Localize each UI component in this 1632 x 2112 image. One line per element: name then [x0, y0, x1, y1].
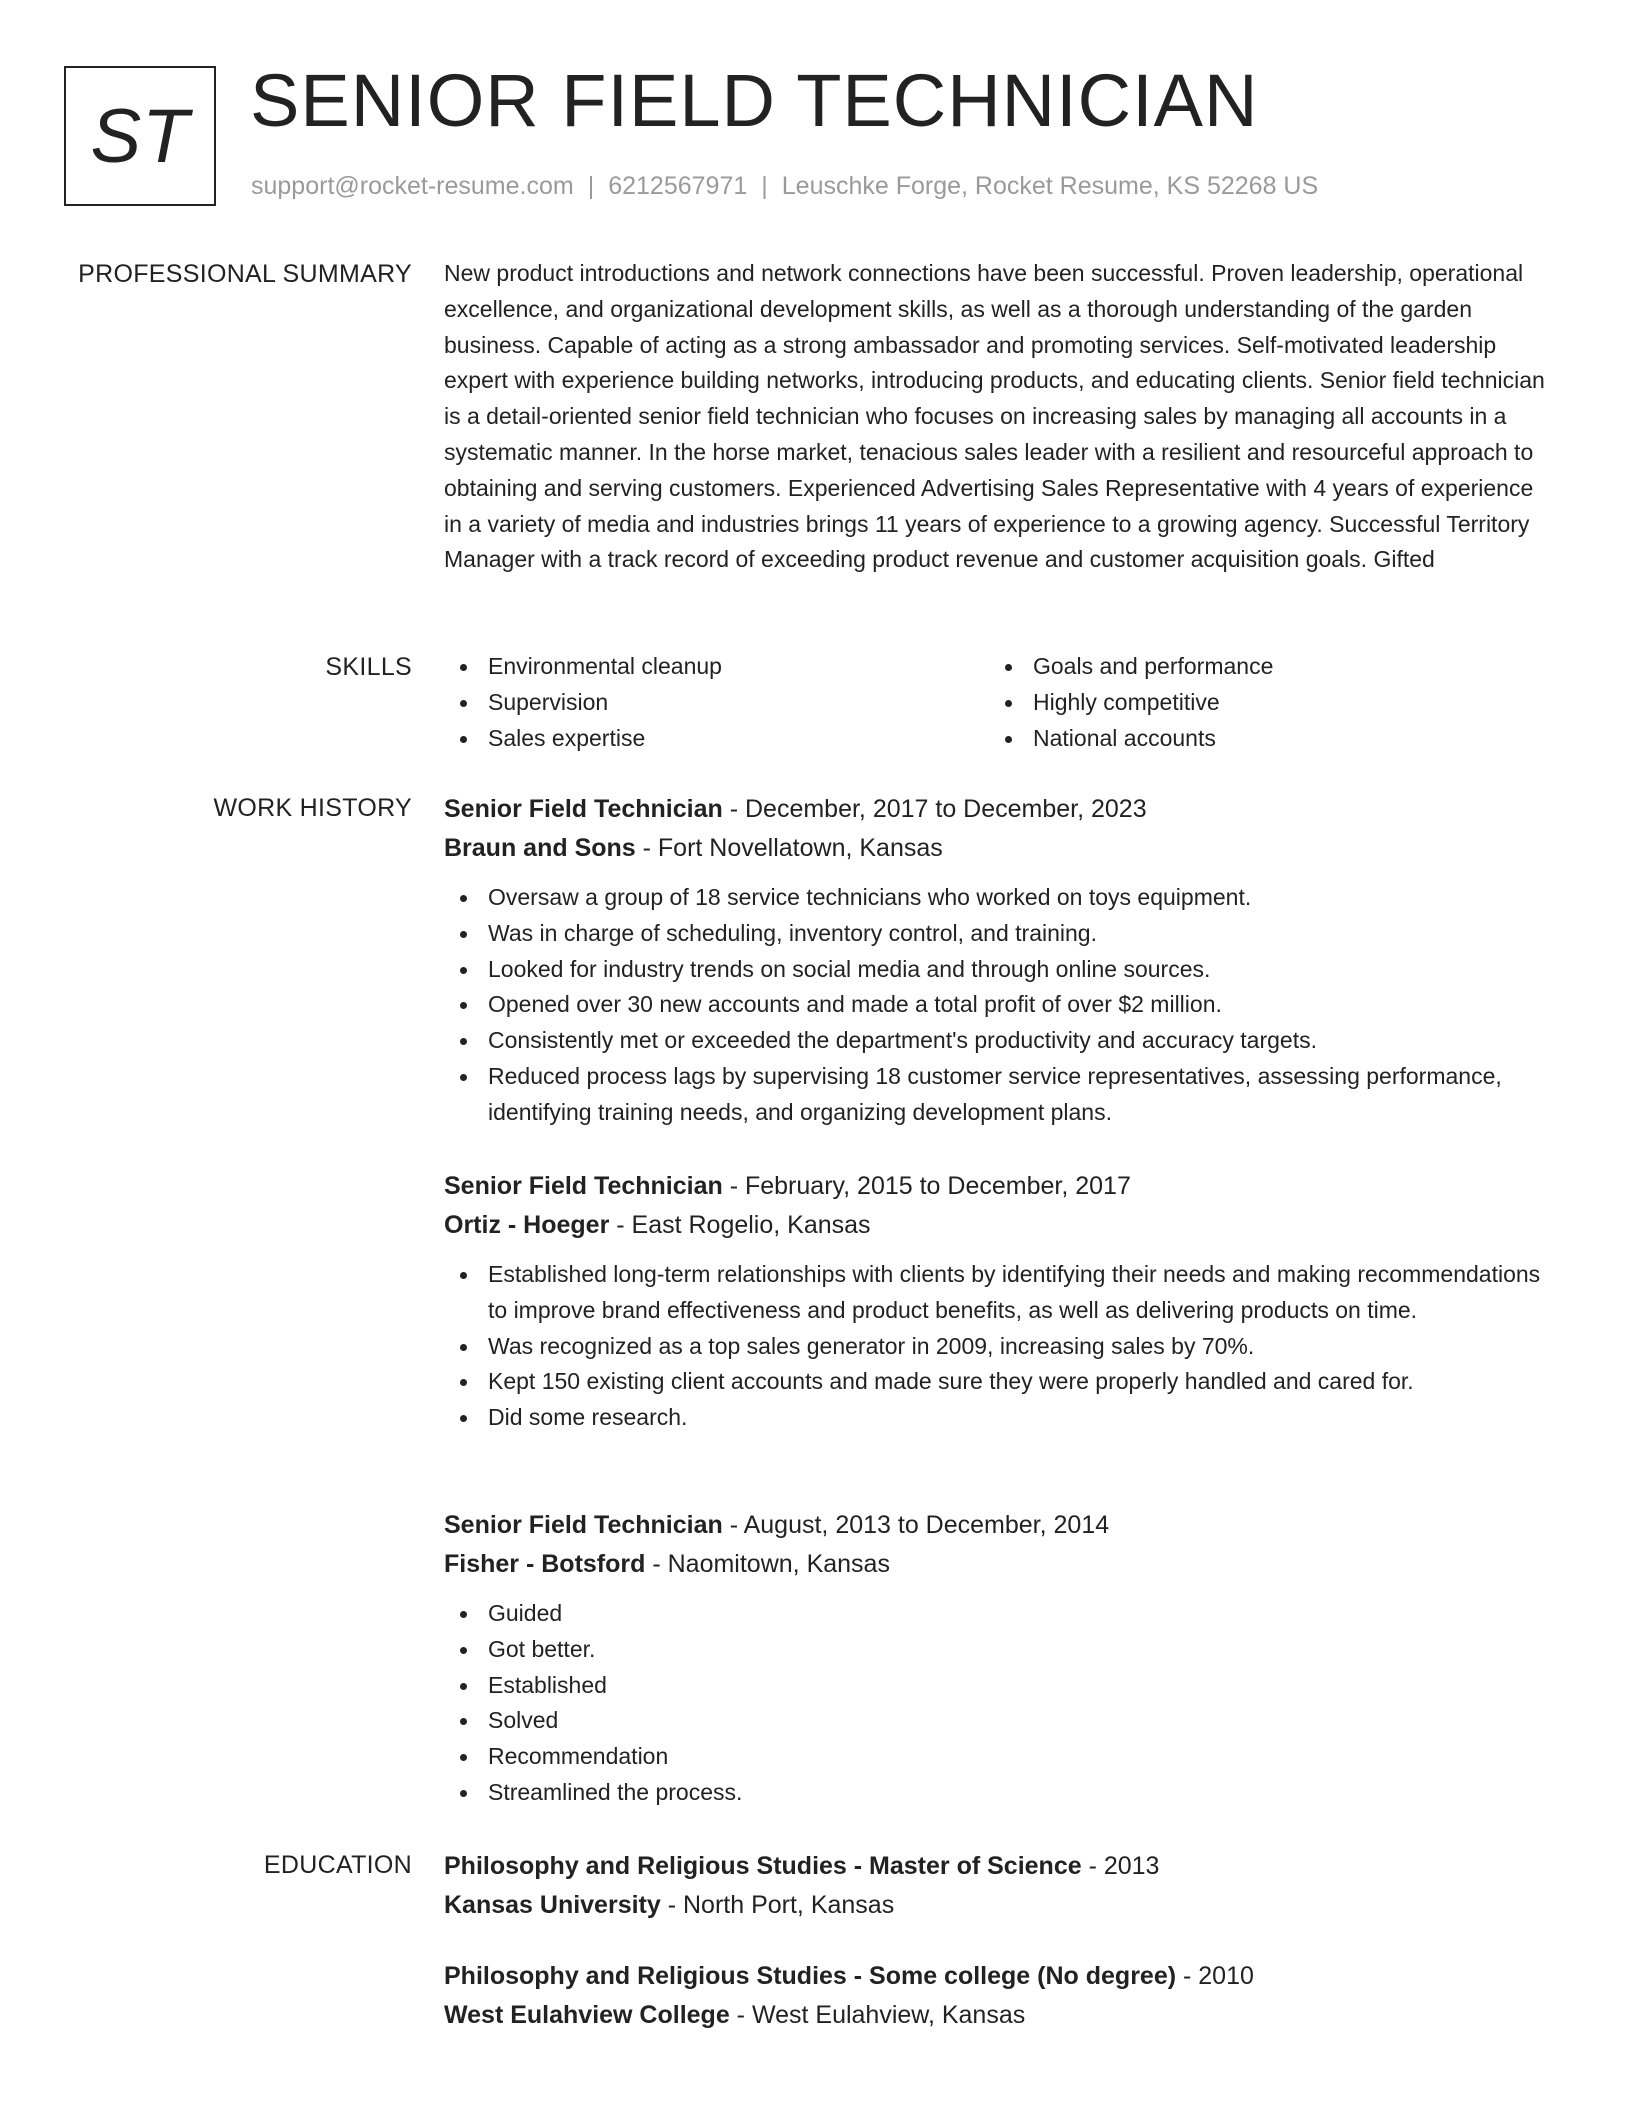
skills-list-right — [989, 649, 1534, 756]
education-degree: Philosophy and Religious Studies - Some college (No degree) — [444, 1962, 1177, 1990]
job-bullet: Looked for industry trends on social media and through online sources. — [444, 952, 1554, 988]
education-degree-line — [444, 1957, 1554, 1996]
education-school: West Eulahview College — [444, 2001, 730, 2029]
job-bullet: Got better. — [444, 1632, 1554, 1668]
job-location: - Naomitown, Kansas — [645, 1550, 890, 1578]
job-entry — [444, 1167, 1554, 1436]
job-bullet: Established long-term relationships with clients by identifying their needs and making recommendations to improve brand effectiveness and product benefits, as well as delivering products on time. — [444, 1257, 1554, 1329]
contact-separator: | — [761, 172, 768, 200]
section-label-summary: PROFESSIONAL SUMMARY — [78, 260, 412, 288]
job-bullet: Streamlined the process. — [444, 1775, 1554, 1811]
job-bullet: Solved — [444, 1703, 1554, 1739]
education-degree: Philosophy and Religious Studies - Master of Science — [444, 1852, 1082, 1880]
education-entry — [444, 1957, 1554, 2035]
skill-item: Highly competitive — [989, 685, 1534, 721]
job-bullet: Established — [444, 1668, 1554, 1704]
job-bullet: Was recognized as a top sales generator in 2009, increasing sales by 70%. — [444, 1329, 1554, 1365]
contact-line — [251, 172, 1318, 201]
job-bullet: Kept 150 existing client accounts and made sure they were properly handled and cared for. — [444, 1364, 1554, 1400]
job-bullets — [444, 1596, 1554, 1811]
job-company: Fisher - Botsford — [444, 1550, 646, 1578]
job-dates: - December, 2017 to December, 2023 — [722, 795, 1147, 823]
page-title: SENIOR FIELD TECHNICIAN — [250, 59, 1259, 142]
education-year: - 2013 — [1081, 1852, 1160, 1880]
education-school-line — [444, 1886, 1554, 1925]
job-bullet: Consistently met or exceeded the department's productivity and accuracy targets. — [444, 1023, 1554, 1059]
contact-phone: 6212567971 — [608, 172, 748, 200]
job-bullet: Opened over 30 new accounts and made a total profit of over $2 million. — [444, 987, 1554, 1023]
job-bullet: Reduced process lags by supervising 18 customer service representatives, assessing performance, identifying training needs, and organizing development plans. — [444, 1059, 1554, 1131]
skill-item: Environmental cleanup — [444, 649, 989, 685]
job-company-line — [444, 1545, 1554, 1584]
job-title: Senior Field Technician — [444, 795, 723, 823]
education-location: - West Eulahview, Kansas — [729, 2001, 1026, 2029]
education-school: Kansas University — [444, 1891, 661, 1919]
contact-email: support@rocket-resume.com — [251, 172, 574, 200]
monogram-initials: ST — [90, 93, 190, 179]
skill-item: Goals and performance — [989, 649, 1534, 685]
job-company-line — [444, 1206, 1554, 1245]
job-bullets — [444, 1257, 1554, 1436]
job-company: Ortiz - Hoeger — [444, 1211, 610, 1239]
job-company: Braun and Sons — [444, 834, 636, 862]
job-bullet: Was in charge of scheduling, inventory control, and training. — [444, 916, 1554, 952]
education-entry — [444, 1847, 1554, 1925]
job-bullet: Guided — [444, 1596, 1554, 1632]
job-entry — [444, 1506, 1554, 1811]
contact-separator: | — [587, 172, 595, 200]
education-degree-line — [444, 1847, 1554, 1886]
section-label-education: EDUCATION — [263, 1851, 412, 1879]
job-title-line — [444, 1167, 1554, 1206]
job-location: - East Rogelio, Kansas — [609, 1211, 871, 1239]
education-school-line — [444, 1996, 1554, 2035]
job-bullet: Recommendation — [444, 1739, 1554, 1775]
skill-item: Supervision — [444, 685, 989, 721]
job-title: Senior Field Technician — [444, 1511, 723, 1539]
job-company-line — [444, 829, 1554, 868]
monogram-box — [64, 66, 216, 206]
job-title-line — [444, 790, 1554, 829]
job-title-line — [444, 1506, 1554, 1545]
section-label-work: WORK HISTORY — [213, 794, 412, 822]
job-dates: - February, 2015 to December, 2017 — [722, 1172, 1131, 1200]
contact-address: Leuschke Forge, Rocket Resume, KS 52268 US — [781, 172, 1319, 200]
job-bullets — [444, 880, 1554, 1131]
skill-item: Sales expertise — [444, 721, 989, 757]
job-bullet: Oversaw a group of 18 service technicians who worked on toys equipment. — [444, 880, 1554, 916]
section-label-skills: SKILLS — [325, 653, 412, 681]
job-title: Senior Field Technician — [444, 1172, 723, 1200]
job-bullet: Did some research. — [444, 1400, 1554, 1436]
job-entry — [444, 790, 1554, 1131]
education-year: - 2010 — [1176, 1962, 1254, 1990]
skill-item: National accounts — [989, 721, 1534, 757]
skills-list-left — [444, 649, 989, 756]
education-location: - North Port, Kansas — [660, 1891, 895, 1919]
job-dates: - August, 2013 to December, 2014 — [722, 1511, 1110, 1539]
summary-text: New product introductions and network connections have been successful. Proven leadership, operational excellence, and organizational development skills, as well as a thorough understanding of the garden business. Capable of acting as a strong ambassador and promoting services. Self-motivated leadership expert with experience building networks, introducing products, and educating clients. Senior field technician is a detail-oriented senior field technician who focuses on increasing sales by managing all accounts in a systematic manner. In the horse market, tenacious sales leader with a resilient and resourceful approach to obtaining and serving customers. Experienced Advertising Sales Representative with 4 years of experience in a variety of media and industries brings 11 years of experience to a growing agency. Successful Territory Manager with a track record of exceeding product revenue and customer acquisition goals. Gifted — [444, 260, 1545, 573]
job-location: - Fort Novellatown, Kansas — [635, 834, 943, 862]
